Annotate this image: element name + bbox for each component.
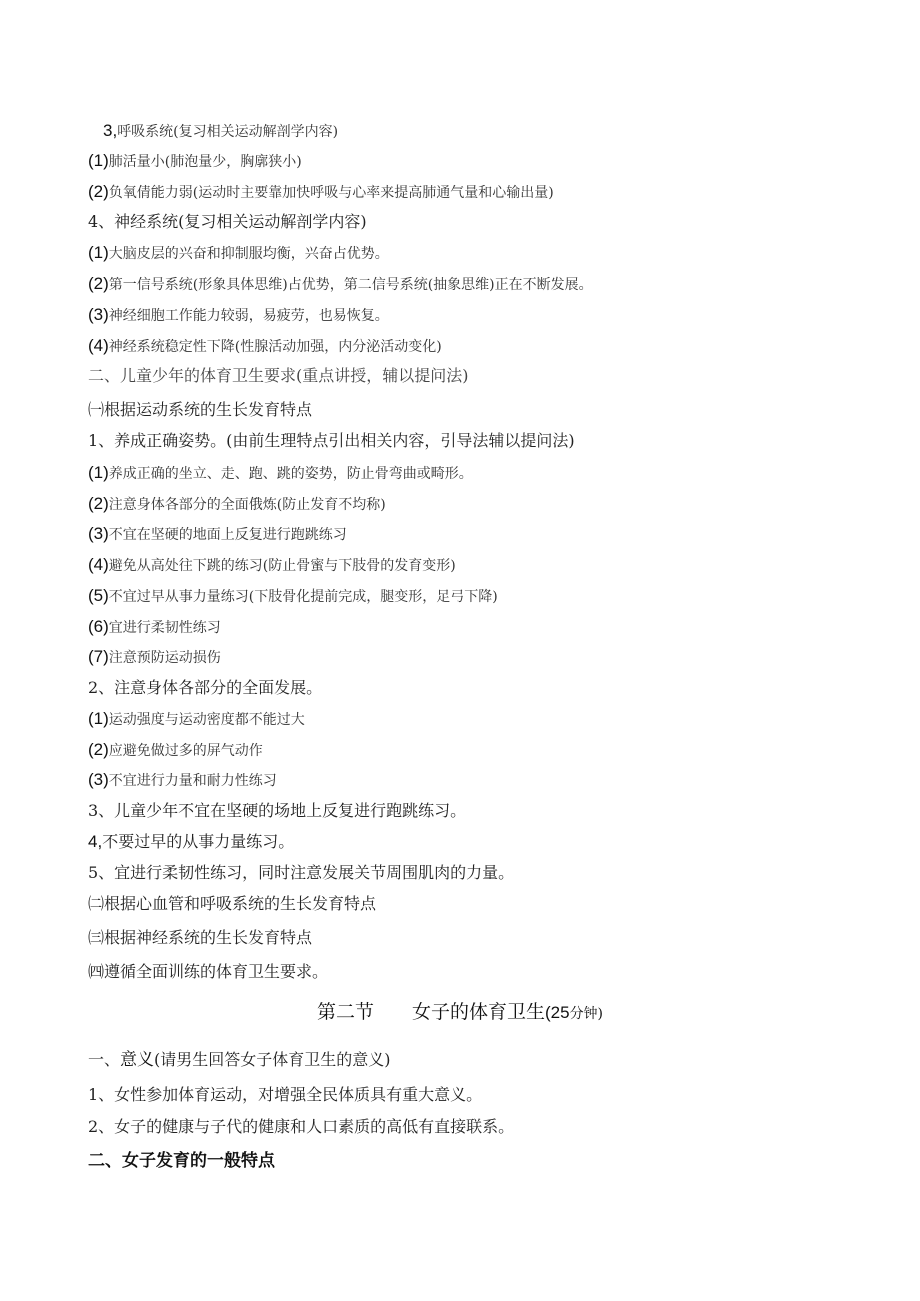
section-name: 女子的体育卫生 — [411, 1001, 545, 1023]
doc-line — [88, 740, 263, 761]
doc-line — [88, 709, 305, 730]
doc-line — [88, 182, 554, 203]
line-text: 5、宜进行柔韧性练习，同时注意发展关节周围肌肉的力量。 — [88, 863, 515, 882]
doc-line — [88, 243, 389, 264]
doc-line — [88, 524, 347, 545]
item-number: (2) — [88, 182, 109, 201]
line-text: 肺活量小(肺泡量少，胸廓狭小) — [108, 154, 302, 170]
item-number: (2) — [88, 494, 109, 513]
doc-line — [88, 586, 498, 607]
line-text: 注意预防运动损伤 — [108, 650, 221, 666]
line-text: 1、养成正确姿势。(由前生理特点引出相关内容，引导法辅以提问法) — [88, 431, 575, 450]
item-number: (1) — [88, 151, 109, 170]
line-text: 4、神经系统(复习相关运动解剖学内容) — [88, 212, 367, 231]
subsection-heading — [88, 1151, 275, 1171]
doc-line — [88, 212, 367, 232]
item-number: (2) — [88, 274, 109, 293]
doc-line — [88, 928, 312, 948]
line-text: 负氧倩能力弱(运动时主要靠加快呼吸与心率来提高肺通气量和心输出量) — [108, 185, 554, 201]
section-title — [0, 999, 920, 1027]
doc-line — [103, 121, 338, 142]
section-number: 第二节 — [316, 1001, 374, 1023]
line-text: 二、儿童少年的体育卫生要求(重点讲授，辅以提问法) — [88, 366, 469, 385]
item-number: (7) — [88, 647, 109, 666]
item-number: (3) — [88, 770, 109, 789]
doc-line — [88, 863, 514, 883]
doc-line — [88, 617, 221, 638]
item-number: (2) — [88, 740, 109, 759]
line-text: 第一信号系统(形象具体思维)占优势，第二信号系统(抽象思维)正在不断发展。 — [108, 277, 593, 293]
doc-line — [88, 336, 442, 357]
item-number: (1) — [88, 463, 109, 482]
duration-unit: 分钟) — [569, 1006, 604, 1022]
line-text: 神经系统稳定性下降(性腺活动加强，内分泌活动变化) — [108, 339, 442, 355]
line-text: ㈢根据神经系统的生长发育特点 — [88, 928, 313, 947]
doc-line — [88, 1050, 391, 1070]
item-number: (6) — [88, 617, 109, 636]
item-number: (1) — [88, 709, 109, 728]
item-number: (1) — [88, 243, 109, 262]
section-subheading — [88, 366, 469, 386]
line-text: 不要过早的从事力量练习。 — [102, 832, 295, 851]
doc-line — [88, 1117, 514, 1137]
doc-line — [88, 274, 593, 295]
line-emphasis: 意义 — [120, 1050, 155, 1070]
section-duration: (25 — [544, 1003, 570, 1022]
item-number: (3) — [88, 524, 109, 543]
line-text: 1、女性参加体育运动，对增强全民体质具有重大意义。 — [88, 1085, 483, 1104]
doc-line — [88, 678, 322, 698]
line-text: (请男生回答女子体育卫生的意义) — [154, 1050, 391, 1069]
line-text: 运动强度与运动密度都不能过大 — [108, 712, 305, 728]
line-prefix: 一、 — [88, 1050, 121, 1069]
doc-line — [88, 555, 456, 576]
line-text: 神经细胞工作能力较弱，易疲劳，也易恢复。 — [108, 308, 389, 324]
line-text: 避免从高处往下跳的练习(防止骨蜜与下肢骨的发育变形) — [108, 558, 456, 574]
doc-line — [88, 400, 312, 420]
line-text: 不宜在坚硬的地面上反复进行跑跳练习 — [108, 527, 347, 543]
line-text: 注意身体各部分的全面俄炼(防止发育不均称) — [108, 497, 386, 513]
doc-line — [88, 305, 389, 326]
item-number: (3) — [88, 305, 109, 324]
subsection-title: 二、女子发育的一般特点 — [88, 1151, 275, 1171]
line-text: 3、儿童少年不宜在坚硬的场地上反复进行跑跳练习。 — [88, 801, 467, 820]
doc-line — [88, 832, 294, 852]
line-text: ㈡根据心血管和呼吸系统的生长发育特点 — [88, 894, 377, 913]
item-number: (4) — [88, 555, 109, 574]
line-text: ㈣遵循全面训练的体育卫生要求。 — [88, 962, 329, 981]
item-number: 4, — [88, 832, 103, 851]
doc-line — [88, 1085, 482, 1105]
doc-line — [88, 894, 376, 914]
doc-line — [88, 770, 277, 791]
doc-line — [88, 463, 473, 484]
line-text: 宜进行柔韧性练习 — [108, 620, 221, 636]
line-text: ㈠根据运动系统的生长发育特点 — [88, 400, 313, 419]
item-number: (4) — [88, 336, 109, 355]
doc-line — [88, 647, 221, 668]
doc-line — [88, 801, 466, 821]
doc-line — [88, 494, 386, 515]
line-text: 大脑皮层的兴奋和抑制服均衡，兴奋占优势。 — [108, 246, 389, 262]
line-text: 2、女子的健康与子代的健康和人口素质的高低有直接联系。 — [88, 1117, 515, 1136]
line-text: 2、注意身体各部分的全面发展。 — [88, 678, 323, 697]
item-number: 3, — [103, 121, 118, 140]
doc-line — [88, 151, 302, 172]
doc-line — [88, 431, 575, 451]
line-text: 不宜进行力量和耐力性练习 — [108, 773, 277, 789]
line-text: 养成正确的坐立、走、跑、跳的姿势，防止骨弯曲或畸形。 — [108, 466, 473, 482]
line-text: 应避免做过多的屏气动作 — [108, 743, 263, 759]
item-number: (5) — [88, 586, 109, 605]
line-text: 呼吸系统(复习相关运动解剖学内容) — [117, 124, 339, 140]
line-text: 不宜过早从事力量练习(下肢骨化提前完成，腿变形，足弓下降) — [108, 589, 498, 605]
doc-line — [88, 962, 328, 982]
